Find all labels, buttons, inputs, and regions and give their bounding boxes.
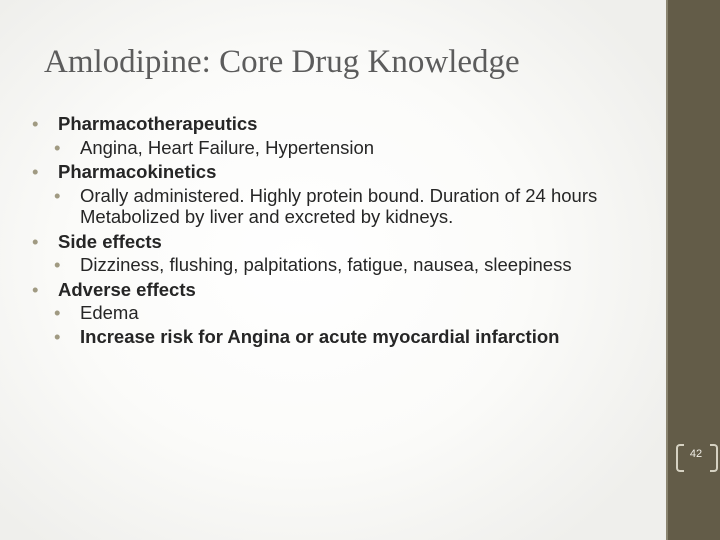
list-item-text: Angina, Heart Failure, Hypertension <box>80 136 375 158</box>
bullet-icon: • <box>32 230 39 252</box>
bullet-icon: • <box>54 184 61 206</box>
slide-body <box>32 113 647 347</box>
bullet-icon: • <box>54 136 61 158</box>
page-number: 42 <box>689 448 703 460</box>
bullet-icon: • <box>54 302 61 323</box>
section-heading-text: Side effects <box>58 230 162 252</box>
list-item <box>32 254 647 276</box>
section-heading-side-effects <box>32 231 647 253</box>
list-item <box>32 185 647 228</box>
list-item-text: Increase risk for Angina or acute myocardial infarction <box>80 325 560 347</box>
page-number-right-bracket <box>710 444 718 472</box>
bullet-icon: • <box>32 113 39 134</box>
list-item-text: Edema <box>80 302 139 323</box>
bullet-icon: • <box>32 278 39 300</box>
section-heading-pharmacokinetics <box>32 161 647 183</box>
list-item <box>32 326 647 348</box>
list-item <box>32 302 647 324</box>
section-heading-adverse-effects <box>32 279 647 301</box>
bullet-icon: • <box>54 325 61 347</box>
bullet-icon: • <box>54 254 61 275</box>
side-band-edge <box>666 0 668 540</box>
bullet-icon: • <box>32 161 39 182</box>
section-heading-text: Pharmacotherapeutics <box>58 113 258 134</box>
list-item-text: Dizziness, flushing, palpitations, fatigue, nausea, sleepiness <box>80 254 572 275</box>
list-item <box>32 137 647 159</box>
list-item-text: Orally administered. Highly protein bound. Duration of 24 hours Metabolized by liver and excreted by kidneys. <box>80 184 608 227</box>
section-heading-text: Pharmacokinetics <box>58 161 217 182</box>
slide-title: Amlodipine: Core Drug Knowledge <box>44 44 520 80</box>
section-heading-text: Adverse effects <box>58 278 196 300</box>
section-heading-pharmacotherapeutics <box>32 113 647 135</box>
